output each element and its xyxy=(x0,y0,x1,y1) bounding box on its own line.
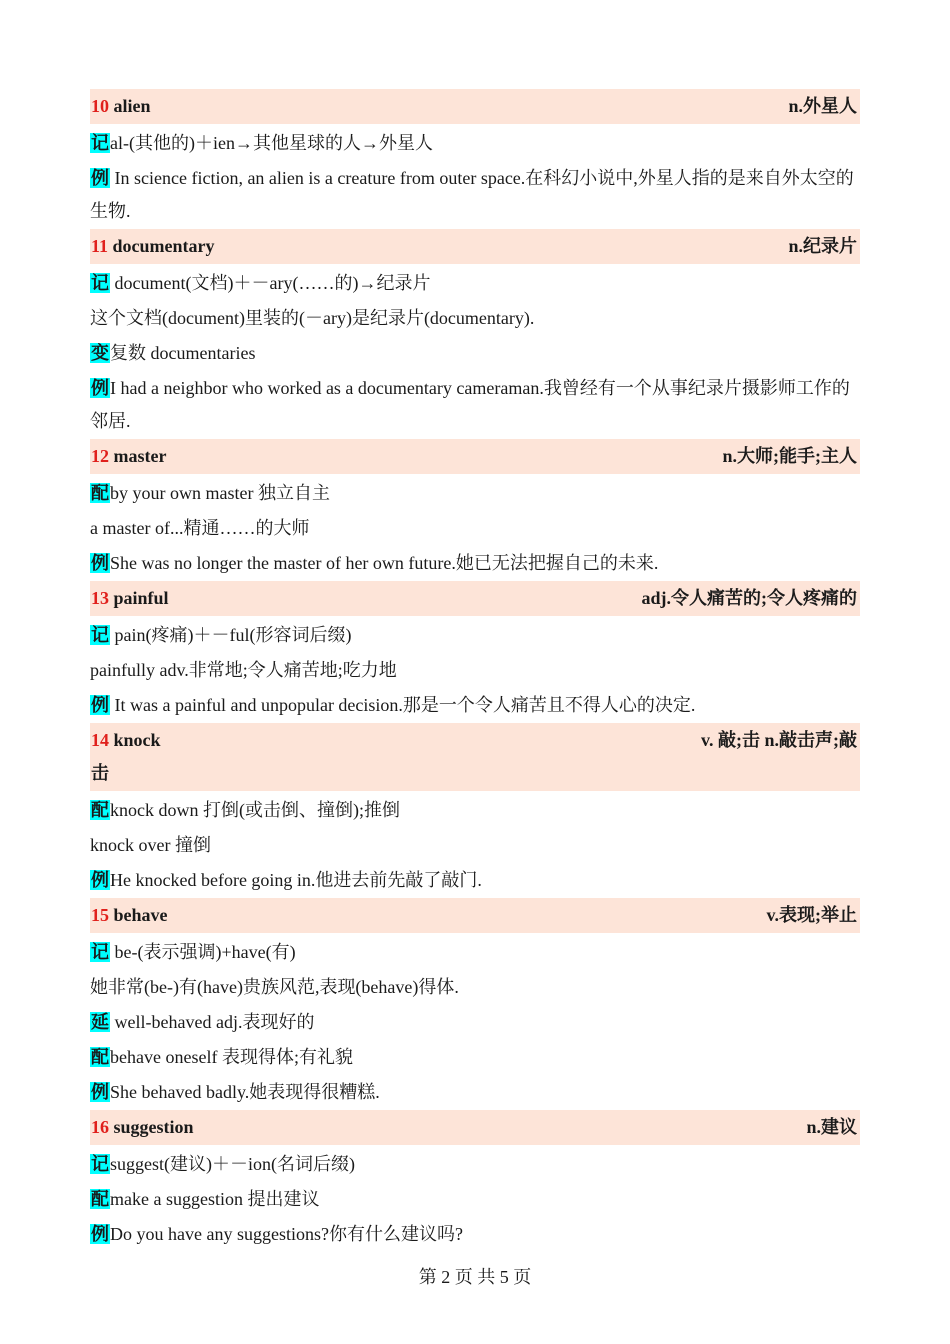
entry-line xyxy=(90,1182,860,1217)
entry-part-of-speech: n.外星人 xyxy=(788,96,857,116)
line-text: She was no longer the master of her own future.她已无法把握自己的未来. xyxy=(110,553,659,573)
entry-line xyxy=(90,161,860,229)
line-tag-badge: 记 xyxy=(91,273,109,293)
line-text: be-(表示强调)+have(有) xyxy=(110,942,296,962)
entry-line xyxy=(90,546,860,581)
entry-header xyxy=(90,723,860,791)
line-text: knock over 撞倒 xyxy=(90,835,211,855)
entry-number: 12 xyxy=(91,446,109,466)
line-tag-badge: 延 xyxy=(91,1012,109,1032)
entry-part-of-speech: v. 敲;击 n.敲击声;敲 xyxy=(700,730,857,750)
line-text: 她非常(be-)有(have)贵族风范,表现(behave)得体. xyxy=(90,977,459,997)
entry-line xyxy=(90,1075,860,1110)
line-text: well-behaved adj.表现好的 xyxy=(110,1012,315,1032)
line-text: I had a neighbor who worked as a documentary cameraman.我曾经有一个从事纪录片摄影师工作的邻居. xyxy=(90,378,850,431)
entry-part-of-speech: n.大师;能手;主人 xyxy=(722,446,857,466)
entry-line xyxy=(90,1147,860,1182)
line-tag-badge: 记 xyxy=(91,133,109,153)
entry-line xyxy=(90,618,860,653)
entry-number: 16 xyxy=(91,1117,109,1137)
entry-line xyxy=(90,970,860,1005)
entry-number: 13 xyxy=(91,588,109,608)
entry-line xyxy=(90,828,860,863)
entry-line xyxy=(90,688,860,723)
entry-number: 10 xyxy=(91,96,109,116)
entry-headword: alien xyxy=(113,96,151,116)
entry-header xyxy=(90,1110,860,1145)
entry-header xyxy=(90,89,860,124)
line-tag-badge: 例 xyxy=(91,695,109,715)
line-tag-badge: 例 xyxy=(91,1082,109,1102)
entry-line xyxy=(90,863,860,898)
line-text: knock down 打倒(或击倒、撞倒);推倒 xyxy=(110,800,400,820)
entry-part-of-speech: n.建议 xyxy=(806,1117,857,1137)
line-tag-badge: 记 xyxy=(91,942,109,962)
entry-word xyxy=(91,899,168,932)
line-text: suggest(建议)＋－ion(名词后缀) xyxy=(110,1154,355,1174)
line-tag-badge: 变 xyxy=(91,343,109,363)
line-tag-badge: 例 xyxy=(91,553,109,573)
entry-word xyxy=(91,1111,194,1144)
entry-header xyxy=(90,439,860,474)
line-text: make a suggestion 提出建议 xyxy=(110,1189,320,1209)
line-text: Do you have any suggestions?你有什么建议吗? xyxy=(110,1224,463,1244)
entry-word xyxy=(91,440,166,473)
line-tag-badge: 例 xyxy=(91,168,109,188)
line-text: 复数 documentaries xyxy=(110,343,256,363)
entry-line xyxy=(90,1005,860,1040)
entry-line xyxy=(90,1217,860,1252)
entry-part-of-speech-continued: 击 xyxy=(91,763,109,783)
entry-headword: behave xyxy=(113,905,168,925)
line-tag-badge: 记 xyxy=(91,625,109,645)
line-tag-badge: 配 xyxy=(91,1047,109,1067)
entry-headword: master xyxy=(113,446,167,466)
entry-line xyxy=(90,653,860,688)
entry-header xyxy=(90,581,860,616)
entry-headword: knock xyxy=(113,730,161,750)
entry-headword: suggestion xyxy=(113,1117,194,1137)
line-text: by your own master 独立自主 xyxy=(110,483,330,503)
line-text: pain(疼痛)＋－ful(形容词后缀) xyxy=(110,625,352,645)
entry-line xyxy=(90,266,860,301)
entry-line xyxy=(90,1040,860,1075)
entry-part-of-speech: n.纪录片 xyxy=(788,236,857,256)
line-text: In science fiction, an alien is a creature from outer space.在科幻小说中,外星人指的是来自外太空的生物. xyxy=(90,168,854,221)
entry-word xyxy=(91,724,161,757)
entry-line xyxy=(90,301,860,336)
line-tag-badge: 配 xyxy=(91,1189,109,1209)
entry-line xyxy=(90,511,860,546)
line-text: She behaved badly.她表现得很糟糕. xyxy=(110,1082,380,1102)
entry-line xyxy=(90,793,860,828)
entry-number: 15 xyxy=(91,905,109,925)
entry-line xyxy=(90,371,860,439)
entry-headword: painful xyxy=(113,588,169,608)
line-tag-badge: 例 xyxy=(91,1224,109,1244)
entry-word xyxy=(91,582,169,615)
line-text: a master of...精通……的大师 xyxy=(90,518,310,538)
page-footer: 第 2 页 共 5 页 xyxy=(418,1267,532,1287)
line-tag-badge: 例 xyxy=(91,870,109,890)
line-text: behave oneself 表现得体;有礼貌 xyxy=(110,1047,353,1067)
line-text: He knocked before going in.他进去前先敲了敲门. xyxy=(110,870,482,890)
line-tag-badge: 记 xyxy=(91,1154,109,1174)
line-text: 这个文档(document)里装的(－ary)是纪录片(documentary). xyxy=(90,308,535,328)
line-text: document(文档)＋－ary(……的)→纪录片 xyxy=(110,273,431,293)
vocabulary-list xyxy=(90,89,860,1252)
line-tag-badge: 配 xyxy=(91,483,109,503)
line-tag-badge: 配 xyxy=(91,800,109,820)
entry-number: 14 xyxy=(91,730,109,750)
entry-line xyxy=(90,336,860,371)
entry-number: 11 xyxy=(91,236,109,256)
line-text: al-(其他的)＋ien→其他星球的人→外星人 xyxy=(110,133,433,153)
entry-headword: documentary xyxy=(112,236,215,256)
line-tag-badge: 例 xyxy=(91,378,109,398)
entry-line xyxy=(90,126,860,161)
entry-word xyxy=(91,230,215,263)
line-text: It was a painful and unpopular decision.那是一个令人痛苦且不得人心的决定. xyxy=(110,695,696,715)
entry-part-of-speech: v.表现;举止 xyxy=(766,905,857,925)
entry-word xyxy=(91,90,151,123)
entry-line xyxy=(90,935,860,970)
entry-line xyxy=(90,476,860,511)
entry-part-of-speech: adj.令人痛苦的;令人疼痛的 xyxy=(641,588,857,608)
entry-header xyxy=(90,229,860,264)
entry-header xyxy=(90,898,860,933)
line-text: painfully adv.非常地;令人痛苦地;吃力地 xyxy=(90,660,397,680)
